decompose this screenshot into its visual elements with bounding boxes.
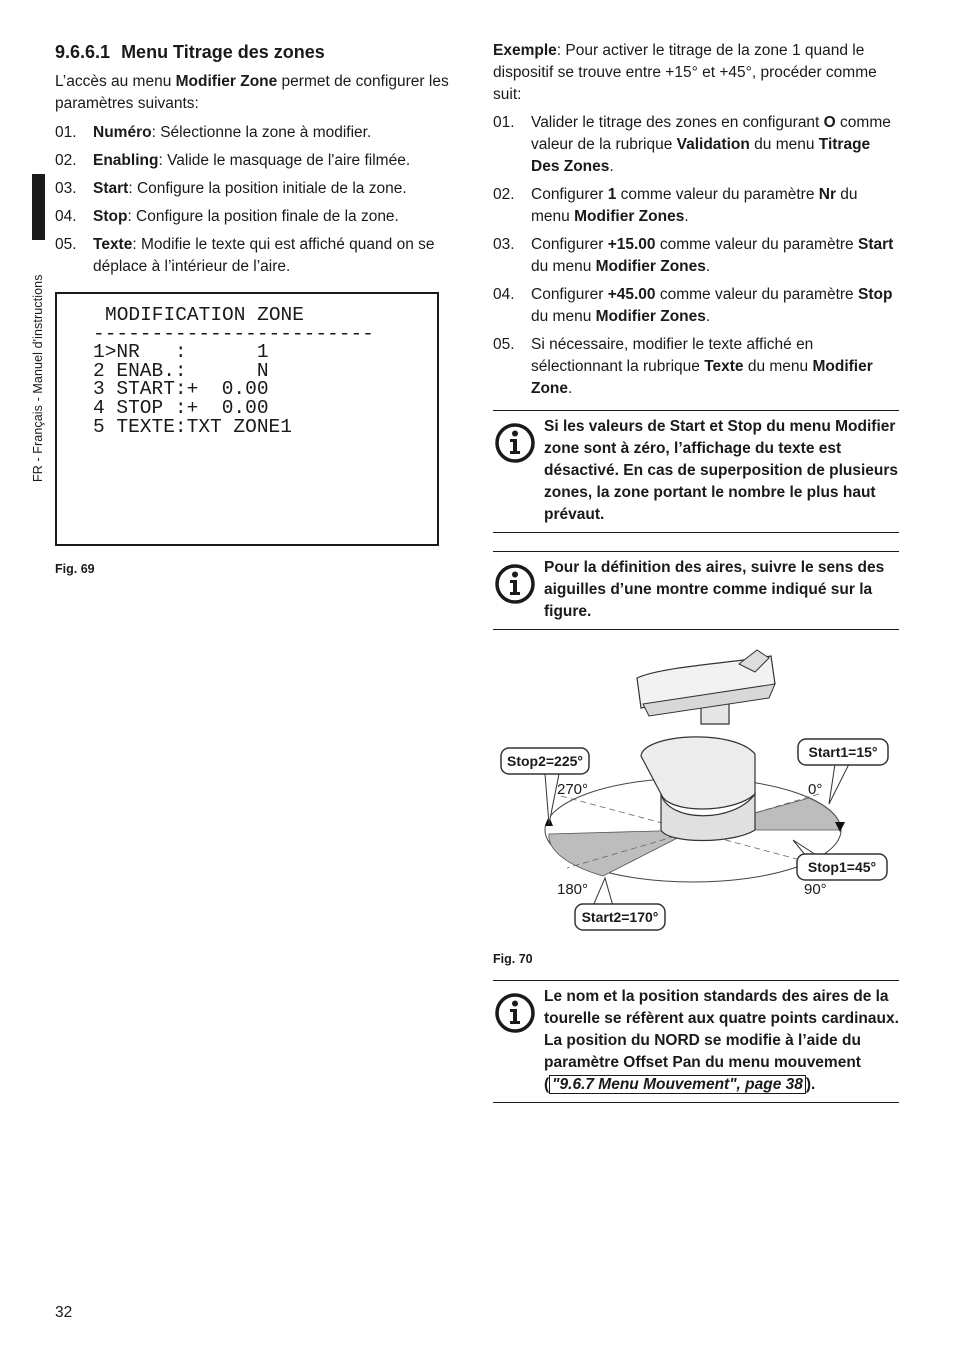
label-start2: Start2=170° bbox=[581, 909, 659, 925]
info-note bbox=[493, 551, 899, 630]
section-number: 9.6.6.1 bbox=[55, 42, 111, 62]
zone-diagram bbox=[493, 644, 899, 944]
item-term: Numéro bbox=[93, 124, 152, 141]
osd-line: 5 TEXTE:TXT ZONE1 bbox=[93, 415, 292, 438]
osd-menu-text bbox=[93, 306, 437, 436]
turret-body bbox=[641, 737, 755, 809]
item-number: 02. bbox=[55, 152, 77, 169]
osd-line: 2 ENAB.: N bbox=[93, 359, 269, 382]
section-heading bbox=[55, 42, 465, 63]
info-note bbox=[493, 980, 899, 1103]
item-desc: : Valide le masquage de l'aire filmée. bbox=[158, 152, 411, 169]
list-item bbox=[55, 122, 465, 144]
example-paragraph bbox=[493, 40, 899, 106]
intro-paragraph bbox=[55, 71, 465, 115]
step-item: 01. Valider le titrage des zones en configurant O comme valeur de la rubrique Validation du menu Titrage Des Zones. bbox=[493, 112, 899, 178]
label-180: 180° bbox=[557, 881, 589, 898]
figure-caption: Fig. 69 bbox=[55, 562, 95, 576]
intro-bold: Modifier Zone bbox=[175, 73, 278, 90]
label-start1: Start1=15° bbox=[808, 744, 878, 760]
callout-pointer-start1 bbox=[829, 764, 849, 804]
example-text: : Pour activer le titrage de la zone 1 quand le dispositif se trouve entre +15° et +45°, procéder comme suit: bbox=[493, 42, 877, 103]
osd-line: 3 START:+ 0.00 bbox=[93, 378, 269, 401]
intro-text-end: permet de configurer les paramètres suivants: bbox=[55, 73, 449, 112]
osd-line: 4 STOP :+ 0.00 bbox=[93, 396, 269, 419]
step-number: 05. bbox=[493, 336, 515, 353]
label-stop1: Stop1=45° bbox=[807, 859, 877, 875]
step-item: 03. Configurer +15.00 comme valeur du paramètre Start du menu Modifier Zones. bbox=[493, 234, 899, 278]
note-text bbox=[544, 986, 899, 1096]
note-text: Si les valeurs de Start et Stop du menu Modifier zone sont à zéro, l’affichage du texte est désactivé. En cas de superposition de plusieurs zones, la zone portant le nombre le plus haut prévaut. bbox=[544, 418, 899, 523]
step-item: 05. Si nécessaire, modifier le texte affiché en sélectionnant la rubrique Texte du menu Modifier Zone. bbox=[493, 334, 899, 400]
item-term: Stop bbox=[93, 208, 128, 225]
item-desc: : Configure la position initiale de la zone. bbox=[128, 180, 407, 197]
item-desc: : Modifie le texte qui est affiché quand on se déplace à l’intérieur de l’aire. bbox=[93, 236, 435, 275]
item-term: Enabling bbox=[93, 152, 159, 169]
right-column bbox=[493, 40, 899, 1103]
step-number: 01. bbox=[493, 114, 515, 131]
item-number: 05. bbox=[55, 236, 77, 253]
note-text: Pour la définition des aires, suivre le sens des aiguilles d’une montre comme indiqué sur la figure. bbox=[544, 559, 885, 620]
callout-pointer-start2 bbox=[593, 878, 613, 906]
note-end: ). bbox=[805, 1076, 816, 1093]
section-title: Menu Titrage des zones bbox=[121, 42, 325, 62]
osd-menu-screen bbox=[55, 292, 439, 546]
info-icon bbox=[493, 986, 544, 1096]
info-icon bbox=[493, 557, 544, 623]
label-270: 270° bbox=[557, 781, 589, 798]
item-term: Start bbox=[93, 180, 129, 197]
left-column bbox=[55, 40, 465, 576]
osd-divider: ------------------------ bbox=[93, 322, 374, 345]
info-icon bbox=[493, 416, 544, 526]
pan-zone-diagram bbox=[493, 644, 899, 944]
label-90: 90° bbox=[804, 881, 827, 898]
cross-reference-link[interactable]: "9.6.7 Menu Mouvement", page 38 bbox=[549, 1075, 806, 1094]
item-number: 04. bbox=[55, 208, 77, 225]
sidebar-tab bbox=[32, 174, 45, 240]
figure-caption: Fig. 70 bbox=[493, 952, 533, 966]
parameter-list bbox=[55, 122, 465, 278]
list-item bbox=[55, 206, 465, 228]
item-number: 01. bbox=[55, 124, 77, 141]
list-item bbox=[55, 178, 465, 200]
list-item bbox=[55, 234, 465, 278]
intro-text: L’accès au menu bbox=[55, 73, 176, 90]
info-note bbox=[493, 410, 899, 533]
step-item: 02. Configurer 1 comme valeur du paramètre Nr du menu Modifier Zones. bbox=[493, 184, 899, 228]
sidebar-label: FR - Français - Manuel d'instructions bbox=[31, 274, 45, 482]
item-desc: : Sélectionne la zone à modifier. bbox=[151, 124, 372, 141]
list-item bbox=[55, 150, 465, 172]
item-term: Texte bbox=[93, 236, 133, 253]
osd-title: MODIFICATION ZONE bbox=[105, 304, 304, 326]
item-desc: : Configure la position finale de la zone. bbox=[127, 208, 399, 225]
steps-list bbox=[493, 112, 899, 400]
page-number: 32 bbox=[55, 1304, 73, 1321]
step-number: 04. bbox=[493, 286, 515, 303]
step-item: 04. Configurer +45.00 comme valeur du paramètre Stop du menu Modifier Zones. bbox=[493, 284, 899, 328]
osd-line: 1>NR : 1 bbox=[93, 341, 269, 364]
note-body: Le nom et la position standards des aires de la tourelle se réfèrent aux quatre points cardinaux. La position du NORD se modifie à l’aide du paramètre Offset Pan du menu mouvement ( bbox=[544, 988, 899, 1093]
label-0: 0° bbox=[808, 781, 823, 798]
item-number: 03. bbox=[55, 180, 77, 197]
step-number: 02. bbox=[493, 186, 515, 203]
label-stop2: Stop2=225° bbox=[506, 753, 584, 769]
step-number: 03. bbox=[493, 236, 515, 253]
example-label: Exemple bbox=[493, 42, 557, 59]
